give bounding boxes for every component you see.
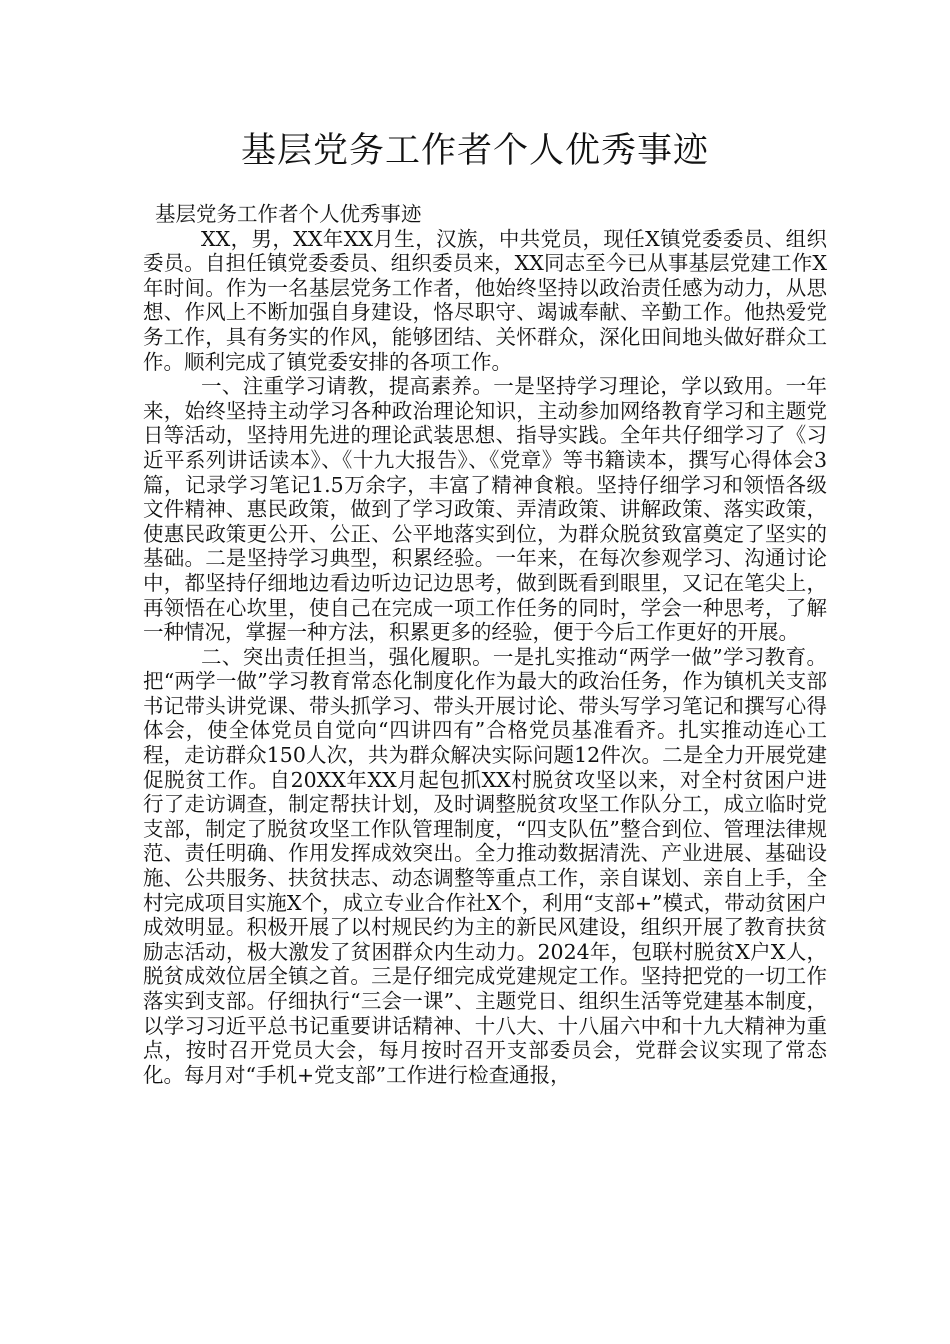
document-subtitle: 基层党务工作者个人优秀事迹 <box>155 202 422 226</box>
paragraph-intro: XX，男，XX年XX月生，汉族，中共党员，现任X镇党委委员、组织委员。自担任镇党委委员、组织委员来，XX同志至今已从事基层党建工作X年时间。作为一名基层党务工作者，他始终坚持以政治责任感为动力，从思想、作风上不断加强自身建设，恪尽职守、竭诚奉献、辛勤工作。他热爱党务工作，具有务实的作风，能够团结、关怀群众，深化田间地头做好群众工作。顺利完成了镇党委安排的各项工作。 <box>143 226 827 374</box>
paragraph-section-one: 一、注重学习请教，提高素养。一是坚持学习理论，学以致用。一年来，始终坚持主动学习各种政治理论知识，主动参加网络教育学习和主题党日等活动，坚持用先进的理论武装思想、指导实践。全年共仔细学习了《习近平系列讲话读本》、《十九大报告》、《党章》等书籍读本，撰写心得体会3篇，记录学习笔记1.5万余字，丰富了精神食粮。坚持仔细学习和领悟各级文件精神、惠民政策，做到了学习政策、弄清政策、讲解政策、落实政策，使惠民政策更公开、公正、公平地落实到位，为群众脱贫致富奠定了坚实的基础。二是坚持学习典型，积累经验。一年来，在每次参观学习、沟通讨论中，都坚持仔细地边看边听边记边思考，做到既看到眼里，又记在笔尖上，再领悟在心坎里，使自己在完成一项工作任务的同时，学会一种思考，了解一种情况，掌握一种方法，积累更多的经验，便于今后工作更好的开展。 <box>143 374 827 645</box>
document-body <box>143 202 827 1087</box>
document-title: 基层党务工作者个人优秀事迹 <box>240 131 709 171</box>
paragraph-section-two: 二、突出责任担当，强化履职。一是扎实推动“两学一做”学习教育。把“两学一做”学习教育常态化制度化作为最大的政治任务，作为镇机关支部书记带头讲党课、带头抓学习、带头开展讨论、带头写学习笔记和撰写心得体会，使全体党员自觉向“四讲四有”合格党员基准看齐。扎实推动连心工程，走访群众150人次，共为群众解决实际问题12件次。二是全力开展党建促脱贫工作。自20XX年XX月起包抓XX村脱贫攻坚以来，对全村贫困户进行了走访调查，制定帮扶计划，及时调整脱贫攻坚工作队分工，成立临时党支部，制定了脱贫攻坚工作队管理制度，“四支队伍”整合到位、管理法律规范、责任明确、作用发挥成效突出。全力推动数据清洗、产业进展、基础设施、公共服务、扶贫扶志、动态调整等重点工作，亲自谋划、亲自上手，全村完成项目实施X个，成立专业合作社X个，利用“支部+”模式，带动贫困户成效明显。积极开展了以村规民约为主的新民风建设，组织开展了教育扶贫励志活动，极大激发了贫困群众内生动力。2024年，包联村脱贫X户X人，脱贫成效位居全镇之首。三是仔细完成党建规定工作。坚持把党的一切工作落实到支部。仔细执行“三会一课”、主题党日、组织生活等党建基本制度，以学习习近平总书记重要讲话精神、十八大、十八届六中和十九大精神为重点，按时召开党员大会，每月按时召开支部委员会，党群会议实现了常态化。每月对“手机+党支部”工作进行检查通报， <box>143 644 827 1087</box>
